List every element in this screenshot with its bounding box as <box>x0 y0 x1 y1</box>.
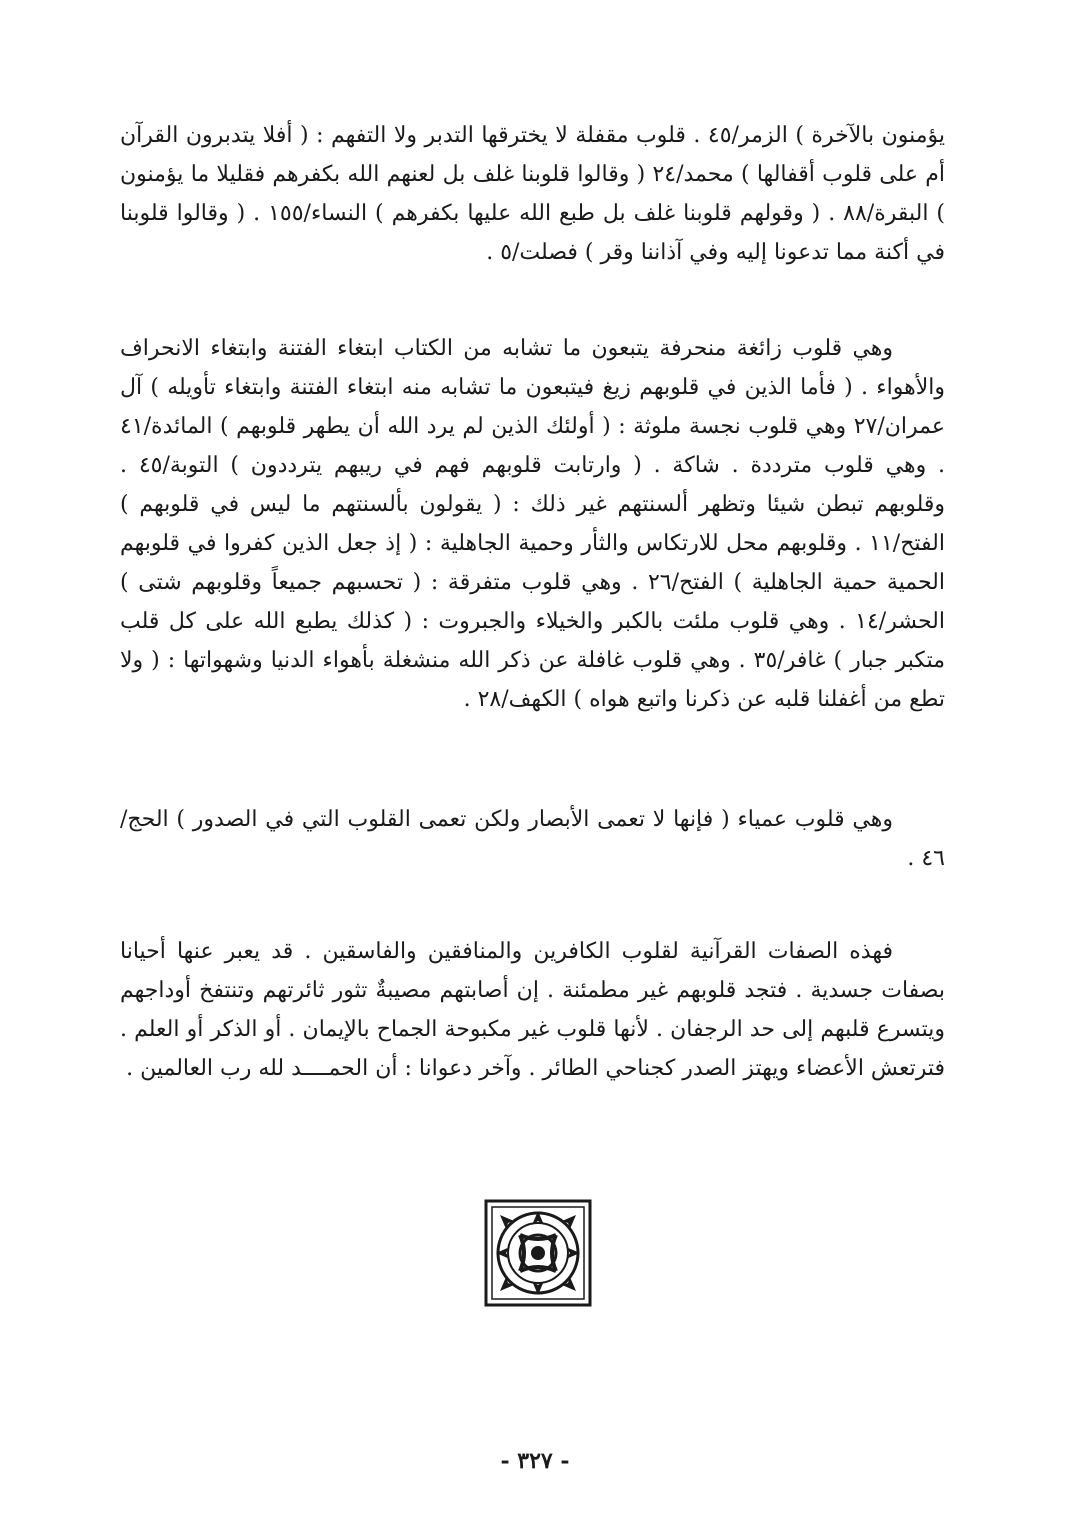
paragraph-quran-locked-hearts <box>120 116 945 272</box>
paragraph-deviant-hearts <box>120 329 945 719</box>
paragraph-text: يؤمنون بالآخرة ) الزمر/٤٥ . قلوب مقفلة لا يخترقها التدبر ولا التفهم : ( أفلا يتدبرون القرآن أم على قلوب أقفالها ) محمد/٢٤ ( وقالوا قلوبنا غلف بل لعنهم الله بكفرهم فقليلا ما يؤمنون ) البقرة/٨٨ . ( وقولهم قلوبنا غلف بل طبع الله عليها بكفرهم ) النساء/١٥٥ . ( وقالوا قلوبنا في أكنة مما تدعونا إليه وفي آذاننا وقر ) فصلت/٥ . <box>120 123 946 265</box>
paragraph-conclusion <box>120 932 945 1088</box>
arabesque-ornament-icon <box>484 1199 592 1307</box>
page-number: - ٣٢٧ - <box>500 1448 570 1474</box>
paragraph-text: فهذه الصفات القرآنية لقلوب الكافرين والمنافقين والفاسقين . قد يعبر عنها أحيانا بصفات جسدية . فتجد قلوبهم غير مطمئنة . إن أصابتهم مصيبةٌ تثور ثائرتهم وتنتفخ أوداجهم ويتسرع قلبهم إلى حد الرجفان . لأنها قلوب غير مكبوحة الجماح بالإيمان . أو الذكر أو العلم . فترتعش الأعضاء ويهتز الصدر كجناحي الطائر . وآخر دعوانا : أن الحمــــد لله رب العالمين . <box>120 939 945 1081</box>
paragraph-text: وهي قلوب زائغة منحرفة يتبعون ما تشابه من الكتاب ابتغاء الفتنة وابتغاء الانحراف والأهواء . ( فأما الذين في قلوبهم زيغ فيتبعون ما تشابه منه ابتغاء الفتنة وابتغاء تأويله ) آل عمران/٢٧ وهي قلوب نجسة ملوثة : ( أولئك الذين لم يرد الله أن يطهر قلوبهم ) المائدة/٤١ . وهي قلوب مترددة . شاكة . ( وارتابت قلوبهم فهم في ريبهم يترددون ) التوبة/٤٥ . وقلوبهم تبطن شيئا وتظهر ألسنتهم غير ذلك : ( يقولون بألسنتهم ما ليس في قلوبهم ) الفتح/١١ . وقلوبهم محل للارتكاس والثأر وحمية الجاهلية : ( إذ جعل الذين كفروا في قلوبهم الحمية حمية الجاهلية ) الفتح/٢٦ . وهي قلوب متفرقة : ( تحسبهم جميعاً وقلوبهم شتى ) الحشر/١٤ . وهي قلوب ملئت بالكبر والخيلاء والجبروت : ( كذلك يطبع الله على كل قلب متكبر جبار ) غافر/٣٥ . وهي قلوب غافلة عن ذكر الله منشغلة بأهواء الدنيا وشهواتها : ( ولا تطع من أغفلنا قلبه عن ذكرنا واتبع هواه ) الكهف/٢٨ . <box>120 336 945 712</box>
paragraph-text: وهي قلوب عمياء ( فإنها لا تعمى الأبصار ولكن تعمى القلوب التي في الصدور ) الحج/٤٦ . <box>120 807 945 871</box>
paragraph-blind-hearts <box>120 800 945 878</box>
